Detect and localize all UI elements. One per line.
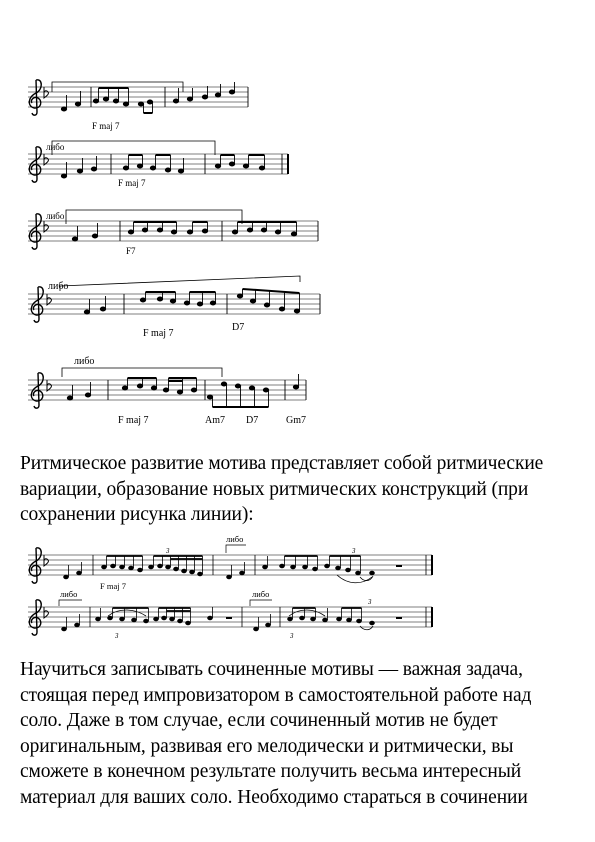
triplet-mark: 3 xyxy=(352,547,356,555)
paragraph-line: соло. Даже в том случае, если сочиненный мотив не будет xyxy=(20,710,498,731)
paragraph-line: стоящая перед импровизатором в самостоятельной работе над xyxy=(20,684,532,706)
paragraph-line: Научиться записывать сочиненные мотивы — важная задача, xyxy=(20,659,523,680)
bracket-label: либо xyxy=(226,534,244,544)
triplet-mark: 3 xyxy=(368,598,372,606)
flat-icon xyxy=(44,555,48,566)
flat-icon xyxy=(44,154,48,165)
chord-label: F maj 7 xyxy=(143,328,174,339)
body-paragraph xyxy=(20,451,580,528)
example-3 xyxy=(28,210,318,256)
paragraph-line: вариации, образование новых ритмических конструкций (при xyxy=(20,478,529,500)
motif-bracket xyxy=(250,600,272,606)
example-1 xyxy=(28,80,248,131)
treble-clef-icon xyxy=(29,80,41,115)
notes xyxy=(64,555,432,583)
notes xyxy=(61,154,288,178)
chord-label: F maj 7 xyxy=(92,121,120,131)
motif-bracket xyxy=(59,600,82,606)
treble-clef-icon xyxy=(29,147,41,182)
notes xyxy=(67,374,306,407)
chord-label: F maj 7 xyxy=(118,178,146,188)
motif-bracket xyxy=(60,276,300,291)
bracket-label: либо xyxy=(60,589,78,599)
triplet-mark: 3 xyxy=(290,632,294,640)
treble-clef-icon xyxy=(29,548,41,583)
example-2 xyxy=(28,141,288,188)
chord-label: F maj 7 xyxy=(118,415,149,426)
motif-bracket xyxy=(62,368,222,377)
bracket-label: либо xyxy=(74,356,95,367)
triplet-mark: 3 xyxy=(166,547,170,555)
paragraph-line: оригинальным, развивая его мелодически и ритмически, вы xyxy=(20,735,514,757)
example-4 xyxy=(28,276,320,339)
rhythm-example-1 xyxy=(28,534,432,591)
notes xyxy=(84,289,320,314)
motif-bracket xyxy=(52,141,215,155)
staff xyxy=(28,294,320,314)
body-paragraph xyxy=(20,657,580,810)
bracket-label: либо xyxy=(46,211,65,221)
example-5 xyxy=(28,356,306,426)
chord-label: Gm7 xyxy=(286,415,306,426)
paragraph-line: материал для ваших соло. Необходимо стараться в сочинении xyxy=(20,786,528,808)
notes xyxy=(61,82,248,113)
chord-label: D7 xyxy=(232,322,245,333)
chord-label: F7 xyxy=(126,246,136,256)
chord-label: Am7 xyxy=(205,415,225,426)
flat-icon xyxy=(44,607,48,618)
flat-icon xyxy=(47,294,51,305)
treble-clef-icon xyxy=(29,214,41,249)
paragraph-line: сохранении рисунка линии): xyxy=(20,504,254,525)
paragraph-line: Ритмическое развитие мотива представляет собой ритмические xyxy=(20,453,544,474)
flat-icon xyxy=(44,221,48,232)
chord-label: F maj 7 xyxy=(100,581,126,591)
treble-clef-icon xyxy=(31,287,43,322)
flat-icon xyxy=(47,380,51,391)
treble-clef-icon xyxy=(31,373,43,408)
flat-icon xyxy=(44,87,48,98)
treble-clef-icon xyxy=(29,600,41,635)
bracket-label: либо xyxy=(46,142,65,152)
bracket-label: либо xyxy=(48,281,69,292)
bracket-label: либо xyxy=(252,589,270,599)
chord-label: D7 xyxy=(246,415,259,426)
staff xyxy=(28,154,288,174)
rhythm-example-2 xyxy=(28,589,432,640)
motif-bracket xyxy=(226,545,246,553)
triplet-mark: 3 xyxy=(115,632,119,640)
paragraph-line: сможете в конечном результате получить весьма интересный xyxy=(20,761,522,782)
